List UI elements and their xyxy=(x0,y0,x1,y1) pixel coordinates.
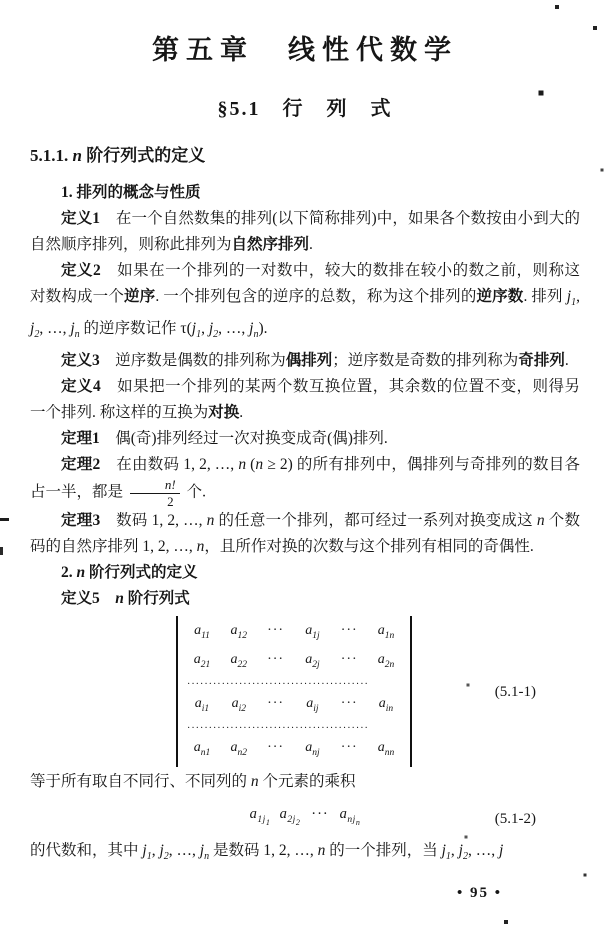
paragraph: 的代数和，其中 $j_1$, $j_2$, …, $j_n$ 是数码 1, 2, …, n 的一个排列，当 $j_1$, $j_2$, …, j xyxy=(30,842,504,863)
subsection-title: 5.1.1. n 阶行列式的定义 xyxy=(30,146,206,165)
matrix-row: $a_{21}$ $a_{22}$ ··· $a_{2j}$ ··· $a_{2n}$ xyxy=(193,652,395,670)
margin-mark-small xyxy=(0,547,3,555)
paragraph: 1. 排列的概念与性质 xyxy=(61,184,201,201)
paragraph: 定义4 如果把一个排列的某两个数互换位置，其余数的位置不变，则得另一个排列. 称这样的互换为对换. xyxy=(30,378,580,421)
matrix-ellipsis-row: ·········································· xyxy=(187,722,369,734)
paragraph: 等于所有取自不同行、不同列的 n 个元素的乘积 xyxy=(30,773,356,791)
paragraph-list-after-determinant xyxy=(30,769,580,795)
product-formula: $a_{1j_1}a_{2j_2}\cdot\cdot\cdot a_{nj_n}$ xyxy=(249,806,361,828)
margin-mark xyxy=(0,518,9,521)
scan-speckles xyxy=(0,0,2,2)
paragraph: 定理1 偶(奇)排列经过一次对换变成奇(偶)排列. xyxy=(61,430,388,447)
paragraph: 定理3 数码 1, 2, …, n 的任意一个排列，都可经过一系列对换变成这 n 个数码的自然序排列 1, 2, …, n，且所作对换的次数与这个排列有相同的奇偶性. xyxy=(30,512,580,556)
paragraph: 定理2 在由数码 1, 2, …, n (n ≥ 2) 的所有排列中，偶排列与奇排列的数目各占一半，都是 $\frac{n!}{2}$ 个. xyxy=(30,456,580,509)
matrix-row: $a_{n1}$ $a_{n2}$ ··· $a_{nj}$ ··· $a_{nn}$ xyxy=(193,739,395,758)
determinant-matrix xyxy=(176,616,412,767)
matrix-ellipsis-row: ·········································· xyxy=(187,678,369,690)
page-number: • 95 • xyxy=(456,885,502,902)
determinant-block xyxy=(30,616,580,767)
paragraph: 定义5 n 阶行列式 xyxy=(61,590,190,608)
paragraph-list xyxy=(30,180,580,612)
equation-label-2: (5.1-2) xyxy=(494,810,536,827)
body-text xyxy=(30,180,580,870)
determinant-rows xyxy=(187,619,401,764)
paragraph: 定义1 在一个自然数集的排列(以下简称排列)中，如果各个数按由小到大的自然顺序排列，则称此排列为自然序排列. xyxy=(30,210,580,253)
paragraph: 定义2 如果在一个排列的一对数中，较大的数排在较小的数之前，则称这对数构成一个逆序. 一个排列包含的逆序的总数，称为这个排列的逆序数. 排列 $j_1$, $j_2$, …, $j_n$ 的逆序数记作 $\tau(j_1$, $j_2$, …, $j_n$). xyxy=(30,262,580,340)
equation-label-1: (5.1-1) xyxy=(494,683,536,700)
section-title: §5.1 行 列 式 xyxy=(217,98,393,120)
chapter-title: 第五章 线性代数学 xyxy=(152,35,458,65)
product-equation-block xyxy=(30,801,580,836)
paragraph: 定义3 逆序数是偶数的排列称为偶排列；逆序数是奇数的排列称为奇排列. xyxy=(61,352,569,369)
matrix-row: $a_{11}$ $a_{12}$ ··· $a_{1j}$ ··· $a_{1n}$ xyxy=(194,623,395,642)
matrix-row: $a_{i1}$ $a_{i2}$ ··· $a_{ij}$ ··· $a_{in}$ xyxy=(194,695,394,714)
paragraph-list-closing xyxy=(30,838,580,870)
paragraph: 2. n 阶行列式的定义 xyxy=(61,564,198,582)
